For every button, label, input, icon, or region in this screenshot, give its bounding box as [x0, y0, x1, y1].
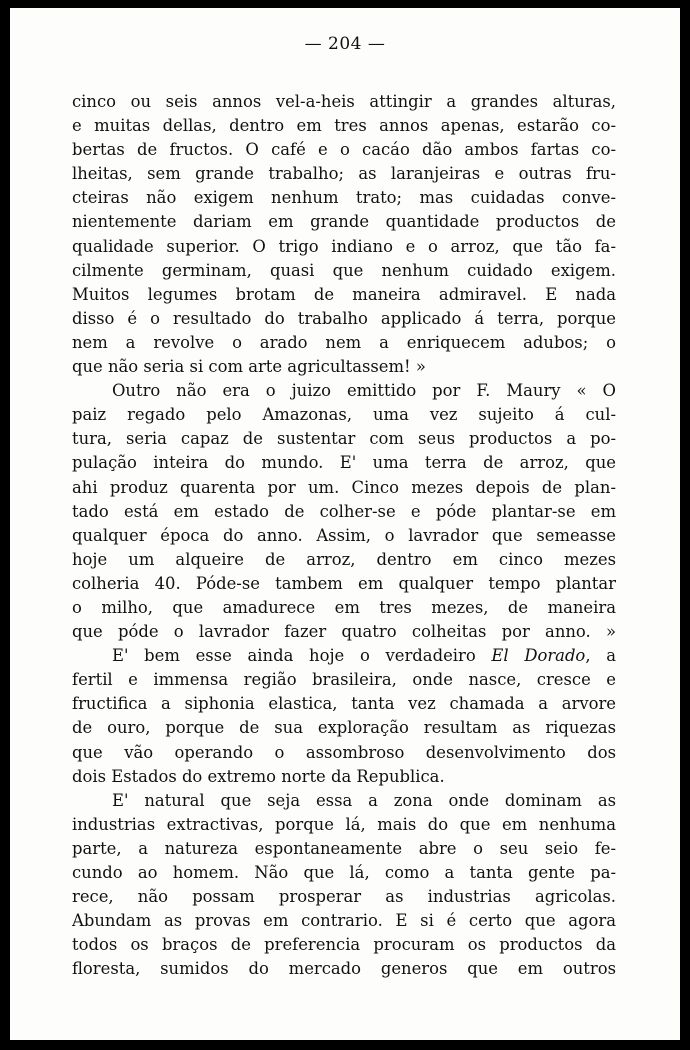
text-line: que póde o lavrador fazer quatro colheitas por anno. » [72, 622, 616, 642]
text-line: E' natural que seja essa a zona onde dominam as [112, 790, 616, 810]
text-line: floresta, sumidos do mercado generos que em outros [72, 959, 616, 979]
text-line: pulação inteira do mundo. E' uma terra de arroz, que [72, 453, 616, 473]
text-line: fertil e immensa região brasileira, onde nasce, cresce e [72, 670, 616, 690]
text-line: cinco ou seis annos vel-a-heis attingir a grandes alturas, [72, 92, 616, 111]
text-line: que não seria si com arte agricultassem! » [72, 357, 426, 377]
text-line: e muitas dellas, dentro em tres annos apenas, estarão co- [72, 116, 616, 136]
text-line: cilmente germinam, quasi que nenhum cuidado exigem. [72, 260, 616, 280]
text-line: Abundam as provas em contrario. E si é certo que agora [72, 911, 616, 931]
body-text [72, 90, 616, 981]
text-line: dois Estados do extremo norte da Republica. [72, 766, 445, 786]
text-line: Outro não era o juizo emittido por F. Maury « O [112, 381, 616, 401]
text-line: lheitas, sem grande trabalho; as laranjeiras e outras fru- [72, 164, 616, 184]
italic-title: El Dorado [491, 646, 586, 666]
text-line: fructifica a siphonia elastica, tanta vez chamada a arvore [72, 694, 616, 714]
text-line: bertas de fructos. O café e o cacáo dão ambos fartas co- [72, 140, 616, 160]
text-line: rece, não possam prosperar as industrias agricolas. [72, 887, 616, 907]
text-line: colheria 40. Póde-se tambem em qualquer tempo plantar [72, 573, 616, 593]
text-line: o milho, que amadurece em tres mezes, de maneira [72, 597, 616, 617]
text-line: tura, seria capaz de sustentar com seus productos a po- [72, 429, 616, 449]
text-line: tado está em estado de colher-se e póde plantar-se em [72, 501, 616, 521]
text-line: industrias extractivas, porque lá, mais do que em nenhuma [72, 814, 616, 834]
text-line: todos os braços de preferencia procuram os productos da [72, 935, 616, 955]
text-line: cteiras não exigem nenhum trato; mas cuidadas conve- [72, 188, 616, 208]
text-line: qualquer época do anno. Assim, o lavrador que semeasse [72, 525, 616, 545]
text-line: ahi produz quarenta por um. Cinco mezes depois de plan- [72, 477, 616, 497]
text-line: de ouro, porque de sua exploração resultam as riquezas [72, 718, 616, 738]
text-line: nientemente dariam em grande quantidade productos de [72, 212, 616, 232]
text-line: qualidade superior. O trigo indiano e o arroz, que tão fa- [72, 236, 616, 256]
text-line: E' bem esse ainda hoje o verdadeiro El Dorado, a [112, 646, 616, 666]
text-line: disso é o resultado do trabalho applicado á terra, porque [72, 308, 616, 328]
text-line: hoje um alqueire de arroz, dentro em cinco mezes [72, 549, 616, 569]
text-line: cundo ao homem. Não que lá, como a tanta gente pa- [72, 863, 616, 882]
text-line: Muitos legumes brotam de maneira admiravel. E nada [72, 284, 616, 304]
text-line: nem a revolve o arado nem a enriquecem adubos; o [72, 332, 616, 352]
text-line: paiz regado pelo Amazonas, uma vez sujeito á cul- [72, 405, 616, 425]
text-line: parte, a natureza espontaneamente abre o seu seio fe- [72, 838, 616, 858]
book-page [10, 8, 680, 1040]
text-line: que vão operando o assombroso desenvolvimento dos [72, 742, 616, 762]
page-number: — 204 — [304, 34, 386, 54]
